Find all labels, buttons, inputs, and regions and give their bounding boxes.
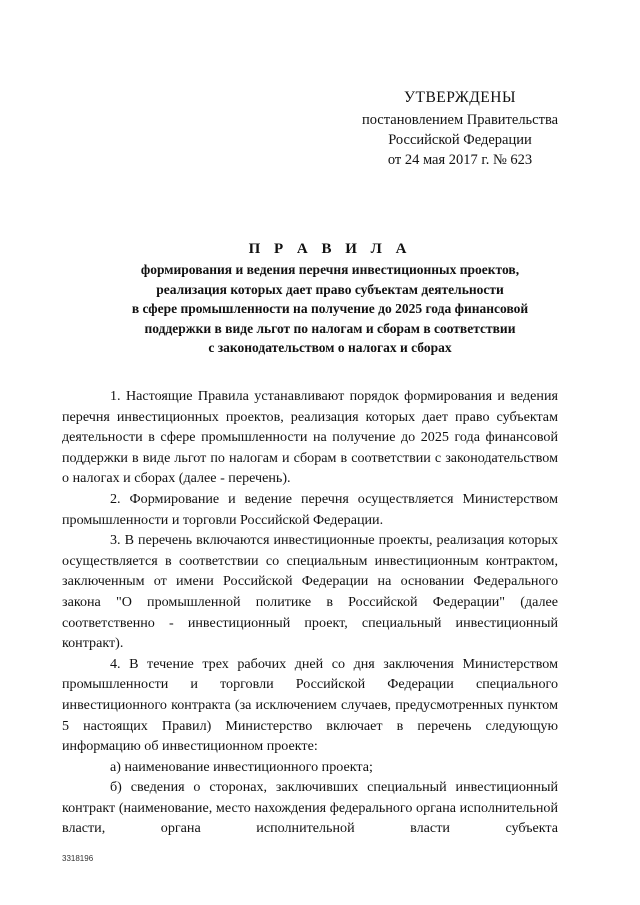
paragraph-4: 4. В течение трех рабочих дней со дня заключения Министерством промышленности и торговли Российской Федерации специального инвестиционного контракта (за исключением случаев, предусмотренных пунктом 5 настоящих Правил) Министерство включает в перечень следующую информацию об инвестиционном проекте: (62, 655, 558, 755)
approval-stamp (340, 88, 580, 170)
title-line-2: реализация которых дает право субъектам деятельности (156, 281, 504, 297)
approval-line-2: Российской Федерации (388, 132, 532, 148)
approval-line-1: постановлением Правительства (361, 112, 559, 128)
approval-heading: УТВЕРЖДЕНЫ (404, 89, 516, 106)
document-code: 3318196 (62, 854, 94, 863)
paragraph-3: 3. В перечень включаются инвестиционные проекты, реализация которых осуществляется в соответствии со специальным инвестиционным контрактом, заключенным от имени Российской Федерации на основании Федерального закона "О промышленной политике в Российской Федерации" (далее соответственно - инвестиционный проект, специальный инвестиционный контракт). (62, 532, 558, 652)
title-line-5: с законодательством о налогах и сборах (208, 340, 452, 356)
paragraph-2: 2. Формирование и ведение перечня осуществляется Министерством промышленности и торговли Российской Федерации. (62, 490, 558, 528)
title-word: П Р А В И Л А (248, 241, 412, 257)
title-line-4: поддержки в виде льгот по налогам и сборам в соответствии (144, 320, 516, 336)
title-line-1: формирования и ведения перечня инвестиционных проектов, (140, 262, 520, 277)
document-body (62, 386, 558, 839)
title-line-3: в сфере промышленности на получение до 2025 года финансовой (131, 301, 529, 317)
approval-line-3: от 24 мая 2017 г. № 623 (387, 152, 533, 168)
document-title (70, 238, 590, 358)
paragraph-4a: а) наименование инвестиционного проекта; (110, 758, 373, 775)
title-subtitle (70, 260, 590, 358)
paragraph-1: 1. Настоящие Правила устанавливают порядок формирования и ведения перечня инвестиционных проектов, реализация которых дает право субъектам деятельности в сфере промышленности на получение до 2025 года финансовой поддержки в виде льгот по налогам и сборам в соответствии с законодательством о налогах и сборах (далее - перечень). (62, 388, 558, 487)
paragraph-4b: б) сведения о сторонах, заключивших специальный инвестиционный контракт (наименование, место нахождения федерального органа исполнительной власти, органа исполнительной власти субъекта (62, 779, 558, 837)
